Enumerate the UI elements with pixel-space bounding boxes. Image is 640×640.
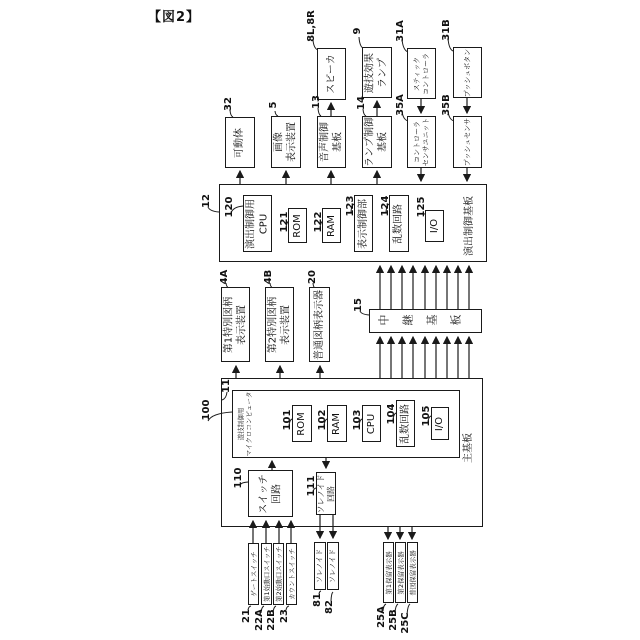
ref-label-125: 125 — [415, 196, 427, 218]
switch-circuit-label: スイッチ 回路 — [258, 473, 282, 514]
main-board-label: 主基板 — [462, 433, 474, 463]
count-switch-label: カウントスイッチ — [287, 548, 296, 600]
start1-switch-label: 第1始動口スイッチ — [262, 546, 271, 602]
effect-cpu-label: 演出制御用 CPU — [245, 198, 269, 249]
block-solenoid-81 — [314, 542, 326, 590]
ref-label-22B: 22B — [265, 609, 277, 631]
ref-label-20: 20 — [306, 270, 318, 284]
normal-hold-display-label: 普図保留表示器 — [408, 549, 417, 596]
block-image-display — [271, 116, 301, 168]
block-special1-display — [221, 287, 250, 362]
ref-label-110: 110 — [232, 467, 244, 489]
game-microcomputer-name — [235, 391, 255, 457]
effect-rom-label: ROM — [291, 213, 303, 238]
block-main-ram — [327, 405, 347, 442]
ref-label-4B: 4B — [262, 269, 274, 285]
block-gate-switch — [248, 543, 259, 605]
ref-label-102: 102 — [316, 409, 328, 431]
ref-label-122: 122 — [312, 211, 324, 233]
ref-label-35A: 35A — [394, 94, 406, 116]
ref-label-23: 23 — [278, 609, 290, 623]
lamp-board-label: ランプ制御 基板 — [364, 117, 388, 167]
ref-label-81: 81 — [311, 593, 323, 607]
block-start2-switch — [273, 543, 284, 605]
ref-label-31A: 31A — [394, 20, 406, 42]
ref-label-14: 14 — [355, 96, 367, 110]
main-ram-label: RAM — [330, 412, 342, 435]
hold1-display-label: 第1保留表示器 — [384, 550, 393, 595]
push-button-label: プッシュボタン — [463, 48, 471, 97]
movable-body-label: 可動体 — [233, 127, 245, 158]
hold2-display-label: 第2保留表示器 — [396, 550, 405, 595]
ref-label-123: 123 — [344, 195, 356, 217]
block-main-rom — [292, 405, 312, 442]
ref-label-104: 104 — [385, 403, 397, 425]
ref-label-11: 11 — [220, 379, 232, 393]
ref-label-120: 120 — [223, 196, 235, 218]
image-display-label: 画像 表示装置 — [273, 122, 297, 162]
ref-label-15: 15 — [352, 298, 364, 312]
block-hold1-display — [383, 542, 394, 603]
display-control-label: 表示制御部 — [357, 198, 369, 249]
main-cpu-label: CPU — [365, 413, 377, 434]
block-sound-control-board — [317, 116, 346, 168]
gate-switch-label: ゲートスイッチ — [249, 551, 258, 597]
block-main-cpu — [362, 405, 381, 442]
block-effect-random-circuit — [389, 195, 409, 252]
ref-label-25C: 25C — [399, 612, 411, 634]
block-lamp-control-board — [362, 116, 392, 168]
block-relay-board — [369, 309, 482, 333]
figure-title: 【図2】 — [148, 10, 201, 25]
ref-label-35B: 35B — [440, 94, 452, 116]
block-stick-controller — [407, 48, 436, 99]
ref-label-121: 121 — [278, 211, 290, 233]
ref-label-22A: 22A — [253, 609, 265, 631]
speaker-label: スピーカ — [325, 54, 337, 94]
effect-io-label: I/O — [428, 218, 440, 234]
push-sensor-label: プッシュセンサ — [463, 117, 471, 167]
ref-label-21: 21 — [240, 609, 252, 623]
ref-label-12: 12 — [200, 194, 212, 208]
ref-label-111: 111 — [305, 475, 317, 497]
sound-board-label: 音声制御 基板 — [319, 122, 343, 162]
ref-label-8L8R: 8L,8R — [305, 10, 317, 42]
solenoid-82-label: ソレノイド — [328, 548, 337, 584]
block-normal-symbol-display — [309, 287, 330, 362]
solenoid-81-label: ソレノイド — [315, 548, 324, 584]
effect-ram-label: RAM — [325, 214, 337, 237]
ref-label-25A: 25A — [375, 606, 387, 628]
block-movable-body — [225, 117, 255, 168]
block-normal-hold-display — [407, 542, 418, 603]
ref-label-105: 105 — [420, 405, 432, 427]
ref-label-32: 32 — [222, 97, 234, 111]
start2-switch-label: 第2始動口スイッチ — [274, 546, 283, 602]
ref-label-9: 9 — [351, 27, 363, 35]
controller-sensor-label: コントローラ センサユニット — [412, 117, 430, 167]
block-special2-display — [265, 287, 294, 362]
block-count-switch — [286, 543, 297, 605]
main-random-label: 乱数回路 — [399, 403, 411, 444]
effect-random-label: 乱数回路 — [392, 203, 404, 244]
block-push-sensor — [453, 116, 482, 168]
main-io-label: I/O — [433, 416, 445, 431]
special1-display-label: 第1特別図柄 表示装置 — [223, 296, 247, 353]
ref-label-124: 124 — [379, 195, 391, 217]
ref-label-82: 82 — [323, 600, 335, 614]
ref-label-25B: 25B — [387, 609, 399, 631]
relay-board-label: 中継基板 — [377, 314, 474, 327]
special2-display-label: 第2特別図柄 表示装置 — [267, 296, 291, 353]
block-push-button — [453, 47, 482, 98]
block-solenoid-82 — [327, 542, 339, 590]
solenoid-circuit-label: ソレノイド 回路 — [316, 474, 335, 513]
normal-symbol-display-label: 普通図柄表示器 — [313, 289, 325, 360]
ref-label-13: 13 — [310, 95, 322, 109]
main-board-name — [461, 424, 477, 472]
block-hold2-display — [395, 542, 406, 603]
ref-label-5: 5 — [267, 101, 279, 109]
block-controller-sensor-unit — [407, 116, 436, 168]
ref-label-101: 101 — [281, 409, 293, 431]
block-solenoid-circuit — [316, 472, 336, 515]
stick-controller-label: スティック コントローラ — [412, 52, 430, 95]
game-microcomputer-label: 遊技制御用 マイクロコンピュータ — [237, 391, 253, 457]
ref-label-31B: 31B — [440, 19, 452, 41]
ref-label-103: 103 — [351, 409, 363, 431]
effect-board-name — [462, 190, 478, 262]
block-switch-circuit — [248, 470, 293, 517]
effect-lamp-label: 遊技効果 ランプ — [364, 52, 388, 93]
block-main-io — [431, 407, 449, 440]
block-main-random-circuit — [396, 400, 415, 447]
ref-label-100: 100 — [200, 399, 212, 421]
block-effect-cpu — [243, 195, 272, 252]
ref-label-4A: 4A — [218, 269, 230, 285]
effect-board-label: 演出制御基板 — [463, 196, 475, 256]
main-rom-label: ROM — [295, 411, 307, 436]
block-start1-switch — [261, 543, 272, 605]
